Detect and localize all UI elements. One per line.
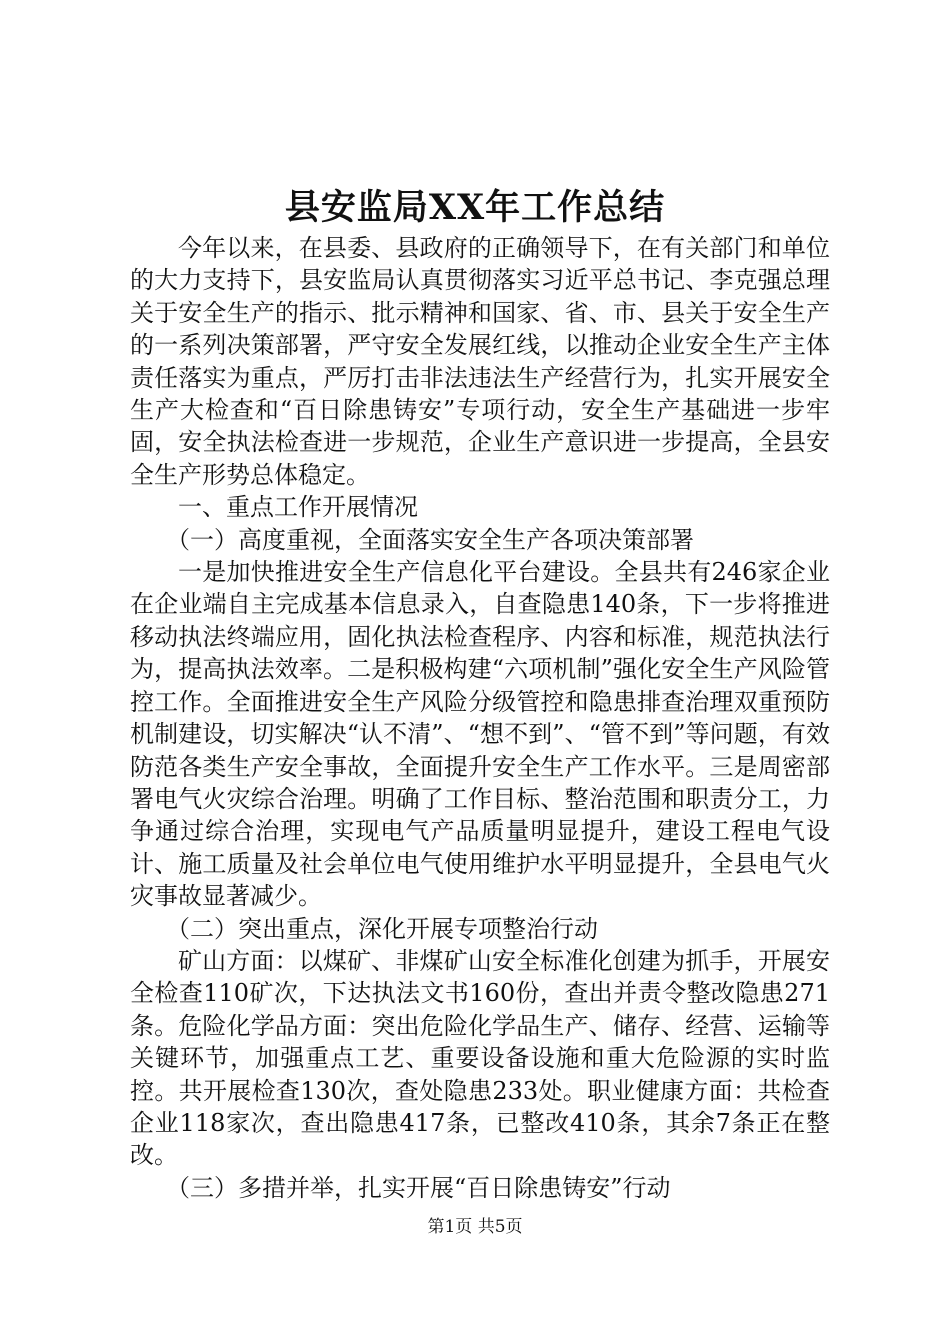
- section-heading-1: 一、重点工作开展情况: [178, 493, 418, 522]
- subsection-heading-2: （二）突出重点，深化开展专项整治行动: [166, 914, 598, 943]
- page-number-footer: 第1页 共5页: [427, 1217, 523, 1237]
- document-title: 县安监局XX年工作总结: [284, 187, 666, 228]
- body-paragraph-1: 一是加快推进安全生产信息化平台建设。全县共有246家企业在企业端自主完成基本信息录入，自查隐患140条，下一步将推进移动执法终端应用，固化执法检查程序、内容和标准，规范执法行为，提高执法效率。二是积极构建“六项机制”强化安全生产风险管控工作。全面推进安全生产风险分级管控和隐患排查治理双重预防机制建设，切实解决“认不清”、“想不到”、“管不到”等问题，有效防范各类生产安全事故，全面提升安全生产工作水平。三是周密部署电气火灾综合治理。明确了工作目标、整治范围和职责分工，力争通过综合治理，实现电气产品质量明显提升，建设工程电气设计、施工质量及社会单位电气使用维护水平明显提升，全县电气火灾事故显著减少。: [130, 558, 830, 911]
- body-paragraph-2: 矿山方面：以煤矿、非煤矿山安全标准化创建为抓手，开展安全检查110矿次，下达执法文书160份，查出并责令整改隐患271条。危险化学品方面：突出危险化学品生产、储存、经营、运输等关键环节，加强重点工艺、重要设备设施和重大危险源的实时监控。共开展检查130次，查处隐患233处。职业健康方面：共检查企业118家次，查出隐患417条，已整改410条，其余7条正在整改。: [130, 946, 830, 1170]
- intro-paragraph: 今年以来，在县委、县政府的正确领导下，在有关部门和单位的大力支持下，县安监局认真贯彻落实习近平总书记、李克强总理关于安全生产的指示、批示精神和国家、省、市、县关于安全生产的一系列决策部署，严守安全发展红线，以推动企业安全生产主体责任落实为重点，严厉打击非法违法生产经营行为，扎实开展安全生产大检查和“百日除患铸安”专项行动，安全生产基础进一步牢固，安全执法检查进一步规范，企业生产意识进一步提高，全县安全生产形势总体稳定。: [130, 234, 830, 489]
- subsection-heading-3: （三）多措并举，扎实开展“百日除患铸安”行动: [166, 1173, 671, 1202]
- subsection-heading-1: （一）高度重视，全面落实安全生产各项决策部署: [166, 525, 694, 554]
- document-body: [130, 232, 830, 1204]
